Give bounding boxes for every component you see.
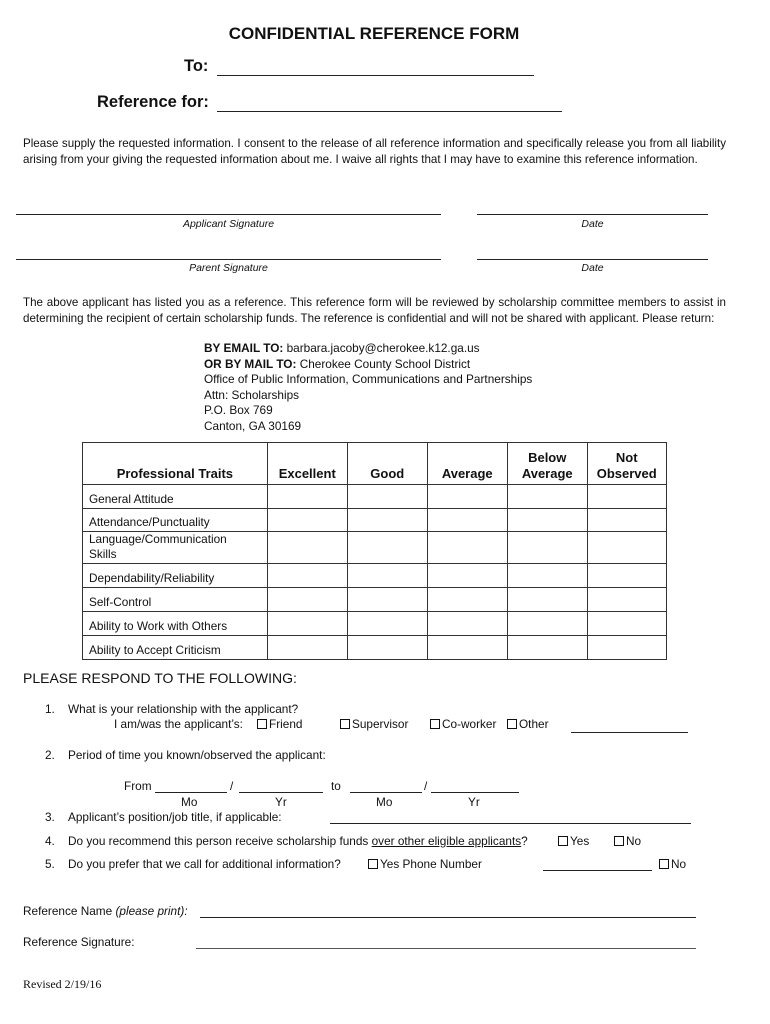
office-line: Office of Public Information, Communications and Partnerships (204, 372, 533, 387)
from-year-field[interactable] (239, 792, 323, 793)
reference-name-label: Reference Name (23, 904, 113, 918)
other-option[interactable] (507, 717, 549, 731)
friend-option[interactable] (257, 717, 302, 731)
rating-cell[interactable] (507, 636, 587, 660)
table-row (83, 532, 667, 564)
checkbox-icon[interactable] (659, 859, 669, 869)
trait-label: General Attitude (83, 485, 268, 509)
mo-caption-1: Mo (181, 795, 198, 809)
position-field[interactable] (330, 823, 691, 824)
rating-cell[interactable] (267, 485, 347, 509)
rating-cell[interactable] (347, 564, 427, 588)
checkbox-icon[interactable] (507, 719, 517, 729)
q4-yes-option[interactable] (558, 834, 589, 848)
traits-table (82, 442, 667, 660)
rating-cell[interactable] (587, 612, 666, 636)
checkbox-icon[interactable] (340, 719, 350, 729)
city-line: Canton, GA 30169 (204, 418, 302, 433)
header-not-observed: Not Observed (587, 443, 666, 485)
header-good: Good (347, 443, 427, 485)
trait-label: Ability to Accept Criticism (83, 636, 268, 660)
form-title: CONFIDENTIAL REFERENCE FORM (228, 24, 520, 43)
to-word: to (331, 779, 341, 793)
q4-yes-label: Yes (570, 834, 590, 848)
reference-name-hint: (please print): (115, 904, 188, 918)
parent-signature-line[interactable] (16, 259, 441, 260)
reference-name-field[interactable] (200, 917, 696, 918)
date-line-2[interactable] (477, 259, 708, 260)
from-month-field[interactable] (155, 792, 227, 793)
rating-cell[interactable] (427, 485, 507, 509)
yr-caption-2: Yr (468, 795, 480, 809)
reference-signature-field[interactable] (196, 948, 696, 949)
other-label: Other (519, 717, 549, 731)
rating-cell[interactable] (507, 509, 587, 532)
rating-cell[interactable] (507, 532, 587, 564)
rating-cell[interactable] (587, 485, 666, 509)
q4-text-a: Do you recommend this person receive scholarship funds (68, 834, 369, 848)
rating-cell[interactable] (587, 532, 666, 564)
section-title: PLEASE RESPOND TO THE FOLLOWING: (23, 670, 297, 686)
yr-caption-1: Yr (275, 795, 287, 809)
rating-cell[interactable] (427, 509, 507, 532)
slash-2: / (424, 779, 428, 793)
table-row (83, 612, 667, 636)
rating-cell[interactable] (347, 636, 427, 660)
table-row (83, 636, 667, 660)
coworker-label: Co-worker (442, 717, 497, 731)
email-address[interactable]: barbara.jacoby@cherokee.k12.ga.us (286, 341, 480, 355)
from-label: From (124, 779, 152, 793)
rating-cell[interactable] (267, 564, 347, 588)
header-average: Average (427, 443, 507, 485)
rating-cell[interactable] (347, 509, 427, 532)
q4-no-option[interactable] (614, 834, 641, 848)
to-month-field[interactable] (350, 792, 422, 793)
rating-cell[interactable] (267, 588, 347, 612)
supervisor-option[interactable] (340, 717, 408, 731)
consent-text: Please supply the requested information. I consent to the release of all reference information and specifically release you from all liability arising from your giving the requested information about me. I waive all rights that I may have to examine this reference information. (23, 137, 726, 166)
rating-cell[interactable] (587, 636, 666, 660)
rating-cell[interactable] (587, 588, 666, 612)
header-professional-traits: Professional Traits (83, 443, 268, 485)
applicant-signature-line[interactable] (16, 214, 441, 215)
checkbox-icon[interactable] (368, 859, 378, 869)
date-line-1[interactable] (477, 214, 708, 215)
mo-caption-2: Mo (376, 795, 393, 809)
rating-cell[interactable] (427, 636, 507, 660)
rating-cell[interactable] (427, 564, 507, 588)
traits-header-row (83, 443, 667, 485)
rating-cell[interactable] (347, 532, 427, 564)
q1-sub: I am/was the applicant’s: (114, 717, 243, 731)
rating-cell[interactable] (507, 588, 587, 612)
rating-cell[interactable] (347, 588, 427, 612)
q1-text: What is your relationship with the applicant? (68, 702, 299, 716)
q2-text: Period of time you known/observed the applicant: (68, 748, 326, 762)
to-year-field[interactable] (431, 792, 519, 793)
rating-cell[interactable] (267, 532, 347, 564)
to-field[interactable] (217, 75, 534, 76)
mail-label: OR BY MAIL TO: (204, 356, 297, 371)
rating-cell[interactable] (587, 564, 666, 588)
rating-cell[interactable] (347, 612, 427, 636)
q4-text-c: ? (521, 834, 528, 848)
rating-cell[interactable] (427, 532, 507, 564)
q5-yes-label: Yes Phone Number (380, 857, 482, 871)
rating-cell[interactable] (267, 612, 347, 636)
q3-text: Applicant’s position/job title, if applicable: (68, 810, 282, 824)
q4-text-b: over other eligible applicants (371, 834, 522, 848)
checkbox-icon[interactable] (430, 719, 440, 729)
q1-number: 1. (45, 702, 55, 716)
rating-cell[interactable] (507, 612, 587, 636)
q5-yes-option[interactable] (368, 857, 482, 871)
coworker-option[interactable] (430, 717, 496, 731)
reference-for-field[interactable] (217, 111, 562, 112)
trait-label: Attendance/Punctuality (83, 509, 268, 532)
reference-name-label-wrap (23, 904, 188, 918)
q4-number: 4. (45, 834, 55, 848)
trait-label: Self-Control (83, 588, 268, 612)
trait-label: Ability to Work with Others (83, 612, 268, 636)
q4-no-label: No (626, 834, 642, 848)
friend-label: Friend (269, 717, 303, 731)
supervisor-label: Supervisor (352, 717, 409, 731)
po-box-line: P.O. Box 769 (204, 403, 273, 418)
table-row (83, 485, 667, 509)
rating-cell[interactable] (507, 564, 587, 588)
q3-number: 3. (45, 810, 55, 824)
checkbox-icon[interactable] (257, 719, 267, 729)
parent-signature-caption: Parent Signature (189, 262, 268, 274)
rating-cell[interactable] (587, 509, 666, 532)
email-label: BY EMAIL TO: (204, 341, 284, 355)
header-below-average: Below Average (507, 443, 587, 485)
rating-cell[interactable] (267, 636, 347, 660)
trait-label: Language/Communication Skills (83, 532, 268, 564)
attn-line: Attn: Scholarships (204, 387, 300, 402)
q5-no-option[interactable] (659, 857, 686, 871)
other-field[interactable] (571, 732, 688, 733)
table-row (83, 564, 667, 588)
table-row (83, 509, 667, 532)
rating-cell[interactable] (507, 485, 587, 509)
return-address (204, 341, 532, 435)
rating-cell[interactable] (427, 588, 507, 612)
table-row (83, 588, 667, 612)
q5-no-label: No (671, 857, 687, 871)
to-label: To: (184, 57, 209, 75)
applicant-signature-caption: Applicant Signature (182, 218, 275, 230)
q5-text: Do you prefer that we call for additional information? (68, 857, 341, 871)
revised-date: Revised 2/19/16 (23, 977, 102, 991)
checkbox-icon[interactable] (558, 836, 568, 846)
date-caption-2: Date (581, 262, 604, 274)
instructions-text: The above applicant has listed you as a reference. This reference form will be reviewed by scholarship committee members to assist in determining the recipient of certain scholarship funds. The reference is confidential and will not be shared with applicant. Please return: (23, 296, 726, 325)
date-caption-1: Date (581, 218, 604, 230)
header-excellent: Excellent (267, 443, 347, 485)
slash-1: / (230, 779, 234, 793)
rating-cell[interactable] (347, 485, 427, 509)
q5-number: 5. (45, 857, 55, 871)
trait-label: Dependability/Reliability (83, 564, 268, 588)
reference-signature-label: Reference Signature: (23, 935, 135, 949)
rating-cell[interactable] (427, 612, 507, 636)
reference-for-label: Reference for: (97, 93, 209, 111)
rating-cell[interactable] (267, 509, 347, 532)
checkbox-icon[interactable] (614, 836, 624, 846)
phone-number-field[interactable] (543, 870, 652, 871)
mail-org: Cherokee County School District (299, 356, 471, 371)
q2-number: 2. (45, 748, 55, 762)
q4-text (68, 834, 528, 848)
